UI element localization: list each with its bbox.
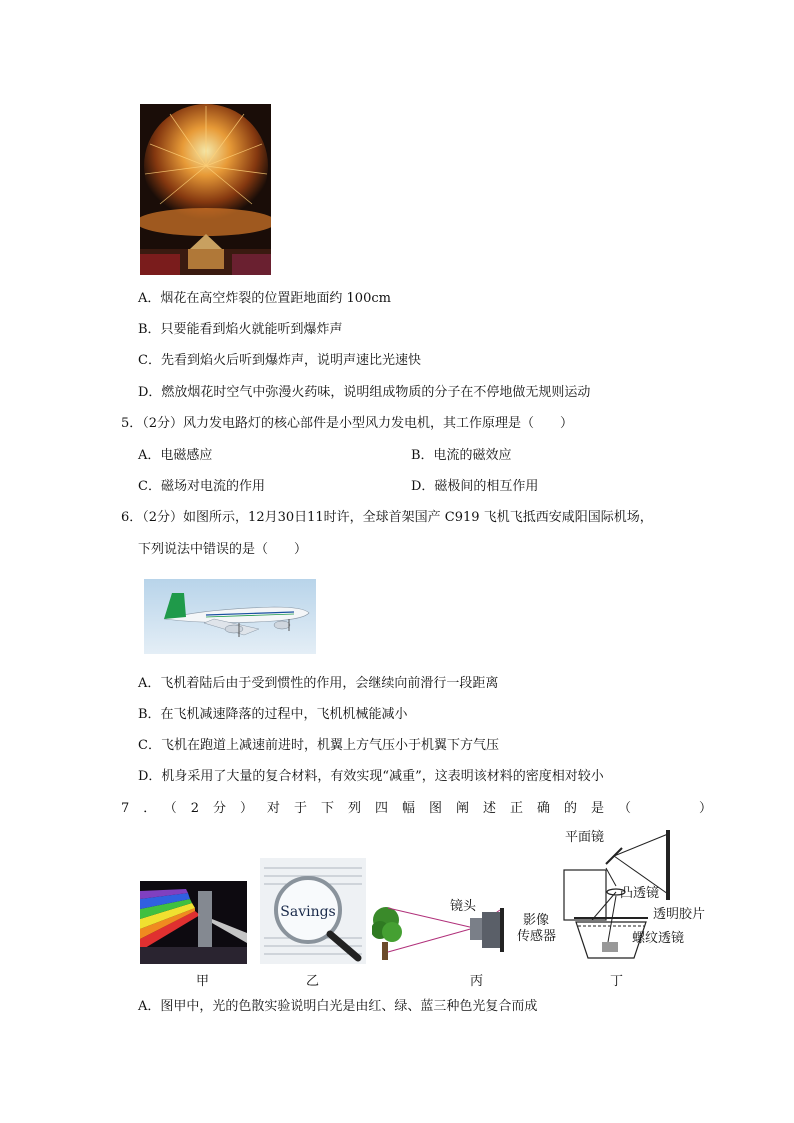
q4-option-d: D．燃放烟花时空气中弥漫火药味，说明组成物质的分子在不停地做无规则运动 <box>138 385 591 400</box>
q7-stem: 7．（2分）对于下列四幅图阐述正确的是（ ） <box>121 801 727 816</box>
q6-option-a: A．飞机着陆后由于受到惯性的作用，会继续向前滑行一段距离 <box>138 676 499 691</box>
q4-option-c: C．先看到焰火后听到爆炸声，说明声速比光速快 <box>138 353 421 368</box>
q5-stem: 5．（2分）风力发电路灯的核心部件是小型风力发电机，其工作原理是（ ） <box>121 416 574 431</box>
q5-option-b: B．电流的磁效应 <box>411 448 512 463</box>
magnifier-text: Savings <box>280 904 336 920</box>
figure-jia-prism <box>140 881 247 964</box>
q6-stem-line1: 6．（2分）如图所示，12月30日11时许，全球首架国产 C919 飞机飞抵西安咸阳国际机场， <box>121 510 653 525</box>
projector-convex-label: 凸透镜 <box>620 886 660 901</box>
figure-yi-magnifier <box>260 858 366 964</box>
projector-fresnel-label: 螺纹透镜 <box>632 931 685 946</box>
figure-label-bing: 丙 <box>470 974 484 989</box>
camera-sensor-label-2: 传感器 <box>517 929 557 944</box>
q6-option-b: B．在飞机减速降落的过程中，飞机机械能减小 <box>138 707 408 722</box>
figure-label-ding: 丁 <box>610 974 624 989</box>
q6-option-c: C．飞机在跑道上减速前进时，机翼上方气压小于机翼下方气压 <box>138 738 499 753</box>
q5-option-a: A．电磁感应 <box>138 448 213 463</box>
figure-label-yi: 乙 <box>306 974 320 989</box>
q6-stem-line2: 下列说法中错误的是（ ） <box>138 542 308 557</box>
c919-plane-photo <box>144 579 316 654</box>
projector-mirror-label: 平面镜 <box>565 830 605 845</box>
fireworks-photo <box>140 104 271 275</box>
q6-option-d: D．机身采用了大量的复合材料，有效实现“减重”，这表明该材料的密度相对较小 <box>138 769 604 784</box>
camera-sensor-label-1: 影像 <box>523 913 550 928</box>
q4-option-b: B．只要能看到焰火就能听到爆炸声 <box>138 322 343 337</box>
q5-option-d: D．磁极间的相互作用 <box>411 479 539 494</box>
q4-option-a: A．烟花在高空炸裂的位置距地面约 100cm <box>138 291 391 306</box>
camera-lens-label: 镜头 <box>450 899 477 914</box>
q7-option-a: A．图甲中，光的色散实验说明白光是由红、绿、蓝三种色光复合而成 <box>138 999 538 1014</box>
figure-label-jia: 甲 <box>196 974 210 989</box>
q5-option-c: C．磁场对电流的作用 <box>138 479 265 494</box>
projector-film-label: 透明胶片 <box>653 907 706 922</box>
